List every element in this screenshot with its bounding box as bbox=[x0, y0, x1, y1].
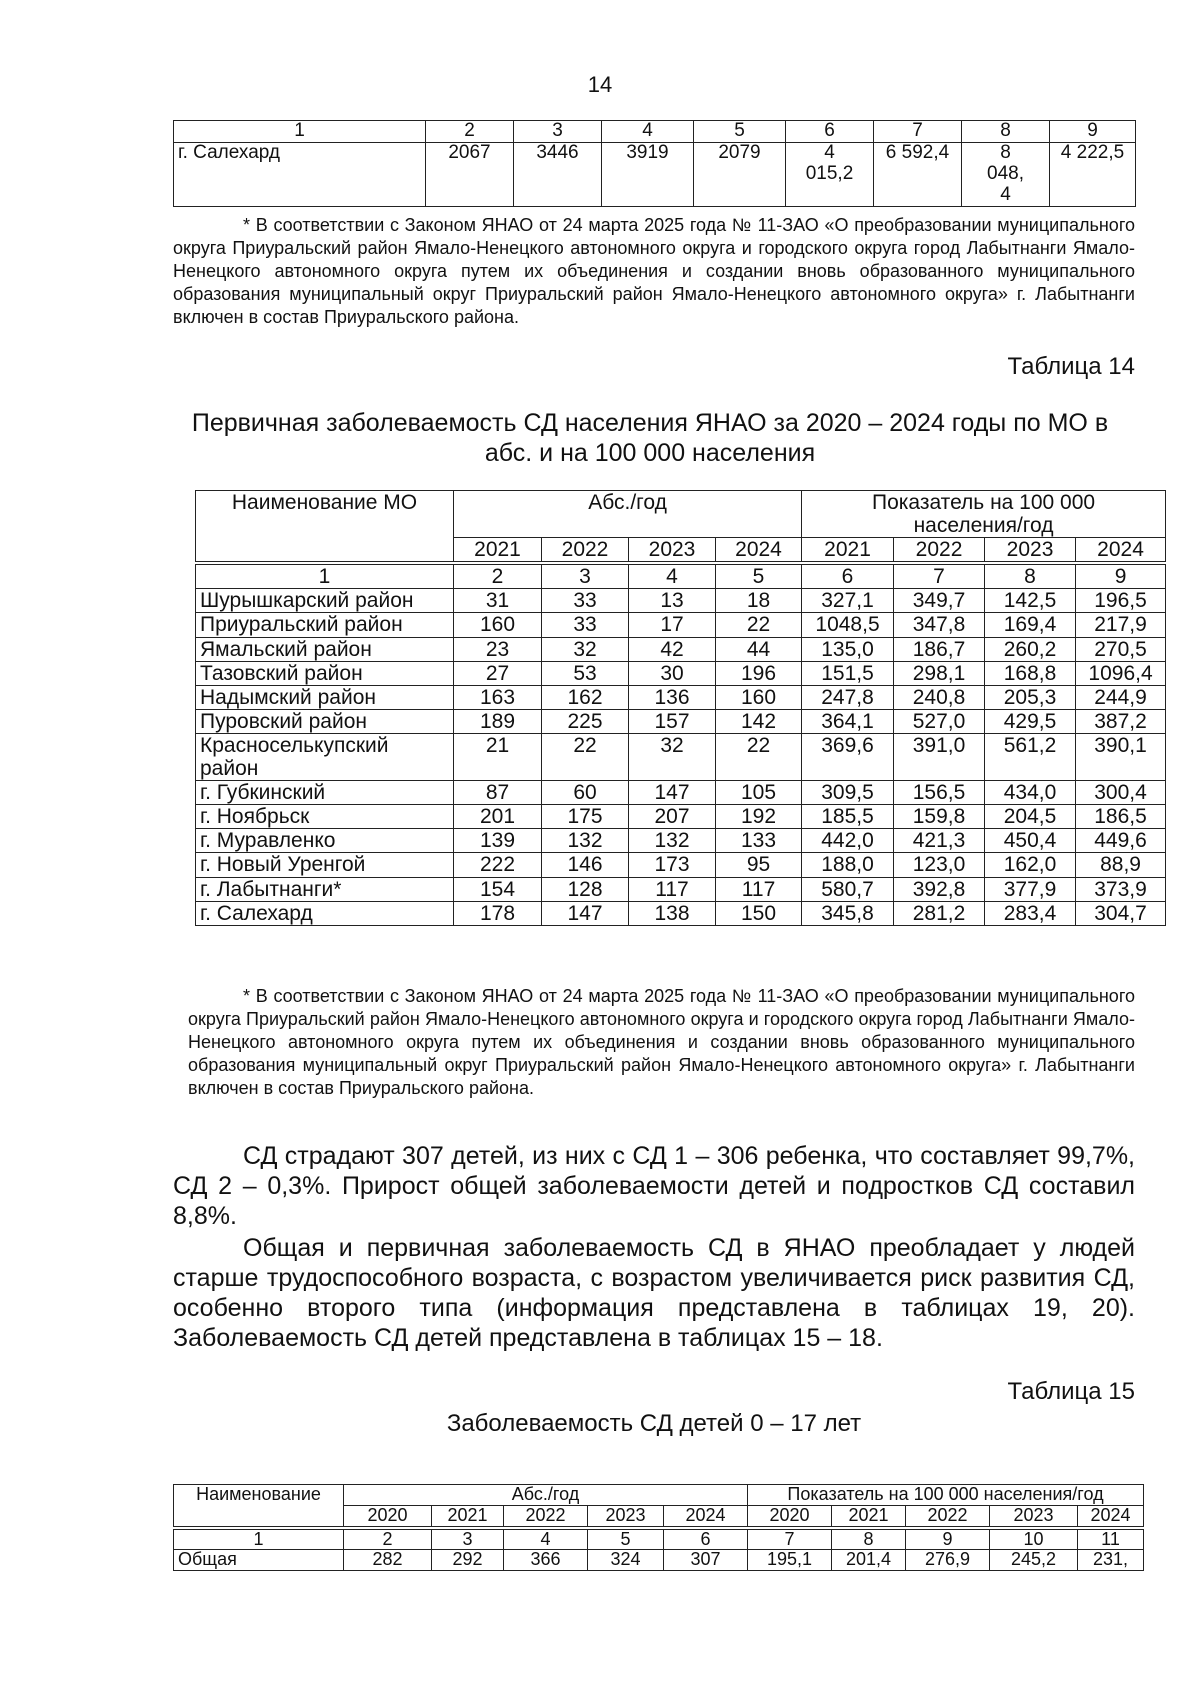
table-cell: 1 bbox=[196, 563, 454, 589]
top-table-header-row bbox=[174, 121, 1136, 143]
row-name-cell: Красноселькупский район bbox=[196, 733, 454, 780]
table-cell: 345,8 bbox=[802, 901, 894, 925]
table-cell: 156,5 bbox=[894, 781, 985, 805]
year-cell: 2021 bbox=[454, 538, 542, 564]
table-cell: 151,5 bbox=[802, 661, 894, 685]
table-14 bbox=[195, 490, 1166, 926]
year-cell: 2024 bbox=[664, 1505, 748, 1527]
year-cell: 2023 bbox=[588, 1505, 664, 1527]
table-cell: 88,9 bbox=[1076, 853, 1166, 877]
table-cell: 1 bbox=[174, 1528, 344, 1550]
table-cell: 222 bbox=[454, 853, 542, 877]
table-cell: 189 bbox=[454, 709, 542, 733]
table-cell: 157 bbox=[629, 709, 716, 733]
table-cell: 434,0 bbox=[985, 781, 1076, 805]
table-cell: 117 bbox=[629, 877, 716, 901]
table-cell: 162 bbox=[542, 685, 629, 709]
table-row bbox=[196, 901, 1166, 925]
top-table bbox=[173, 120, 1136, 207]
table-header-row bbox=[174, 1485, 1144, 1506]
table-cell: Общая bbox=[174, 1550, 344, 1571]
table-cell: 244,9 bbox=[1076, 685, 1166, 709]
table-cell: 173 bbox=[629, 853, 716, 877]
row-name-cell: г. Губкинский bbox=[196, 781, 454, 805]
row-name-cell: г. Лабытнанги* bbox=[196, 877, 454, 901]
table-cell: 147 bbox=[542, 901, 629, 925]
table-cell: 245,2 bbox=[990, 1550, 1078, 1571]
year-cell: 2020 bbox=[344, 1505, 432, 1527]
row-name-cell: г. Муравленко bbox=[196, 829, 454, 853]
table-cell: 186,7 bbox=[894, 637, 985, 661]
table-cell: 32 bbox=[542, 637, 629, 661]
column-header-abs: Абс./год bbox=[344, 1485, 748, 1506]
table-cell: 186,5 bbox=[1076, 805, 1166, 829]
table-cell: 150 bbox=[716, 901, 802, 925]
year-cell: 2023 bbox=[985, 538, 1076, 564]
table-cell: 4 bbox=[602, 121, 694, 143]
table-cell: 32 bbox=[629, 733, 716, 780]
table-cell: 33 bbox=[542, 589, 629, 613]
table-cell: 3919 bbox=[602, 142, 694, 206]
table-cell: 4 222,5 bbox=[1050, 142, 1136, 206]
table-cell: 132 bbox=[542, 829, 629, 853]
table-cell: 3 bbox=[432, 1528, 504, 1550]
table-row bbox=[196, 613, 1166, 637]
table-cell: 201,4 bbox=[832, 1550, 906, 1571]
paragraph-1: СД страдают 307 детей, из них с СД 1 – 306 ребенка, что составляет 99,7%, СД 2 – 0,3%. Прирост общей заболеваемости детей и подростков СД составил 8,8%. bbox=[173, 1142, 1135, 1230]
table-cell: 349,7 bbox=[894, 589, 985, 613]
year-cell: 2024 bbox=[1076, 538, 1166, 564]
row-name-cell: Тазовский район bbox=[196, 661, 454, 685]
table-row bbox=[196, 589, 1166, 613]
table-cell: 8 bbox=[962, 121, 1050, 143]
table-cell: 178 bbox=[454, 901, 542, 925]
table-cell: 391,0 bbox=[894, 733, 985, 780]
table-cell: 7 bbox=[874, 121, 962, 143]
table-row bbox=[196, 709, 1166, 733]
table-cell: 133 bbox=[716, 829, 802, 853]
table-cell: 1096,4 bbox=[1076, 661, 1166, 685]
table-cell: 60 bbox=[542, 781, 629, 805]
row-name-cell: г. Ноябрьск bbox=[196, 805, 454, 829]
table-cell: 450,4 bbox=[985, 829, 1076, 853]
table-cell: 8 048, 4 bbox=[962, 142, 1050, 206]
table-cell: 117 bbox=[716, 877, 802, 901]
table-cell: 142 bbox=[716, 709, 802, 733]
table-cell: 369,6 bbox=[802, 733, 894, 780]
table-cell: 192 bbox=[716, 805, 802, 829]
table-cell: 3 bbox=[514, 121, 602, 143]
year-cell: 2023 bbox=[990, 1505, 1078, 1527]
year-cell: 2024 bbox=[716, 538, 802, 564]
table-cell: 139 bbox=[454, 829, 542, 853]
table-cell: 207 bbox=[629, 805, 716, 829]
table-cell: 300,4 bbox=[1076, 781, 1166, 805]
table-cell: 377,9 bbox=[985, 877, 1076, 901]
table-cell: 205,3 bbox=[985, 685, 1076, 709]
table-cell: 4 015,2 bbox=[786, 142, 874, 206]
column-header-name: Наименование bbox=[174, 1485, 344, 1528]
table-cell: 307 bbox=[664, 1550, 748, 1571]
row-name-cell: Приуральский район bbox=[196, 613, 454, 637]
table-15-label: Таблица 15 bbox=[1007, 1378, 1135, 1405]
table-row bbox=[196, 853, 1166, 877]
year-cell: 2022 bbox=[542, 538, 629, 564]
table-cell: 421,3 bbox=[894, 829, 985, 853]
column-header-name: Наименование МО bbox=[196, 491, 454, 564]
table-cell: 561,2 bbox=[985, 733, 1076, 780]
table-cell: 8 bbox=[832, 1528, 906, 1550]
table-cell: 324 bbox=[588, 1550, 664, 1571]
table-cell: 327,1 bbox=[802, 589, 894, 613]
table-15 bbox=[173, 1484, 1144, 1571]
table-cell: 53 bbox=[542, 661, 629, 685]
table-cell: 31 bbox=[454, 589, 542, 613]
table-cell: 160 bbox=[454, 613, 542, 637]
table-cell: 22 bbox=[542, 733, 629, 780]
year-cell: 2020 bbox=[748, 1505, 832, 1527]
table-cell: 162,0 bbox=[985, 853, 1076, 877]
table-cell: 347,8 bbox=[894, 613, 985, 637]
year-cell: 2022 bbox=[894, 538, 985, 564]
table-cell: 5 bbox=[588, 1528, 664, 1550]
year-cell: 2022 bbox=[906, 1505, 990, 1527]
table-cell: 1048,5 bbox=[802, 613, 894, 637]
table-row bbox=[196, 685, 1166, 709]
table-cell: 185,5 bbox=[802, 805, 894, 829]
table-cell: 2067 bbox=[426, 142, 514, 206]
table-cell: 217,9 bbox=[1076, 613, 1166, 637]
table-cell: 44 bbox=[716, 637, 802, 661]
year-cell: 2021 bbox=[432, 1505, 504, 1527]
table-cell: 168,8 bbox=[985, 661, 1076, 685]
table-cell: 21 bbox=[454, 733, 542, 780]
table-row bbox=[196, 829, 1166, 853]
table-cell: 10 bbox=[990, 1528, 1078, 1550]
table-14-label: Таблица 14 bbox=[1007, 353, 1135, 380]
table-cell: 146 bbox=[542, 853, 629, 877]
column-number-row bbox=[174, 1528, 1144, 1550]
table-cell: 138 bbox=[629, 901, 716, 925]
table-cell: 8 bbox=[985, 563, 1076, 589]
table-cell: 23 bbox=[454, 637, 542, 661]
table-row bbox=[174, 1550, 1144, 1571]
table-cell: 231, bbox=[1078, 1550, 1144, 1571]
table-row bbox=[196, 877, 1166, 901]
table-cell: 95 bbox=[716, 853, 802, 877]
table-cell: 22 bbox=[716, 733, 802, 780]
year-cell: 2021 bbox=[802, 538, 894, 564]
table-cell: 11 bbox=[1078, 1528, 1144, 1550]
table-cell: 154 bbox=[454, 877, 542, 901]
table-cell: 276,9 bbox=[906, 1550, 990, 1571]
table-cell: г. Салехард bbox=[174, 142, 426, 206]
table-row bbox=[174, 142, 1136, 206]
table-cell: 87 bbox=[454, 781, 542, 805]
table-cell: 387,2 bbox=[1076, 709, 1166, 733]
row-name-cell: Шурышкарский район bbox=[196, 589, 454, 613]
table-cell: 429,5 bbox=[985, 709, 1076, 733]
row-name-cell: г. Новый Уренгой bbox=[196, 853, 454, 877]
table-row bbox=[196, 661, 1166, 685]
table-cell: 18 bbox=[716, 589, 802, 613]
table-cell: 30 bbox=[629, 661, 716, 685]
table-cell: 6 bbox=[802, 563, 894, 589]
table-cell: 147 bbox=[629, 781, 716, 805]
table-cell: 3446 bbox=[514, 142, 602, 206]
table-cell: 281,2 bbox=[894, 901, 985, 925]
table-cell: 9 bbox=[1050, 121, 1136, 143]
table-row bbox=[196, 805, 1166, 829]
table-cell: 364,1 bbox=[802, 709, 894, 733]
table-cell: 196,5 bbox=[1076, 589, 1166, 613]
table-cell: 42 bbox=[629, 637, 716, 661]
table-cell: 2 bbox=[454, 563, 542, 589]
table-cell: 27 bbox=[454, 661, 542, 685]
table-cell: 5 bbox=[716, 563, 802, 589]
table-cell: 195,1 bbox=[748, 1550, 832, 1571]
table-row bbox=[196, 781, 1166, 805]
table-cell: 5 bbox=[694, 121, 786, 143]
table-row bbox=[196, 733, 1166, 780]
table-cell: 449,6 bbox=[1076, 829, 1166, 853]
year-cell: 2024 bbox=[1078, 1505, 1144, 1527]
table-cell: 33 bbox=[542, 613, 629, 637]
table-cell: 442,0 bbox=[802, 829, 894, 853]
table-cell: 135,0 bbox=[802, 637, 894, 661]
table-cell: 9 bbox=[1076, 563, 1166, 589]
table-cell: 4 bbox=[629, 563, 716, 589]
table-cell: 201 bbox=[454, 805, 542, 829]
table-cell: 2 bbox=[344, 1528, 432, 1550]
table-cell: 163 bbox=[454, 685, 542, 709]
table-cell: 366 bbox=[504, 1550, 588, 1571]
row-name-cell: Пуровский район bbox=[196, 709, 454, 733]
table-cell: 175 bbox=[542, 805, 629, 829]
table-row bbox=[196, 637, 1166, 661]
table-cell: 22 bbox=[716, 613, 802, 637]
table-cell: 9 bbox=[906, 1528, 990, 1550]
table-cell: 392,8 bbox=[894, 877, 985, 901]
table-cell: 160 bbox=[716, 685, 802, 709]
table-cell: 283,4 bbox=[985, 901, 1076, 925]
column-header-rate: Показатель на 100 000 населения/год bbox=[802, 491, 1166, 538]
table-cell: 132 bbox=[629, 829, 716, 853]
row-name-cell: Ямальский район bbox=[196, 637, 454, 661]
table-14-title: Первичная заболеваемость СД населения ЯНАО за 2020 – 2024 годы по МО в абс. и на 100 000 населения bbox=[191, 409, 1109, 467]
table-cell: 7 bbox=[894, 563, 985, 589]
table-cell: 270,5 bbox=[1076, 637, 1166, 661]
table-cell: 3 bbox=[542, 563, 629, 589]
table-cell: 6 592,4 bbox=[874, 142, 962, 206]
table-cell: 17 bbox=[629, 613, 716, 637]
table-cell: 6 bbox=[786, 121, 874, 143]
table-cell: 4 bbox=[504, 1528, 588, 1550]
table-cell: 1 bbox=[174, 121, 426, 143]
row-name-cell: г. Салехард bbox=[196, 901, 454, 925]
year-cell: 2023 bbox=[629, 538, 716, 564]
year-cell: 2021 bbox=[832, 1505, 906, 1527]
table-cell: 240,8 bbox=[894, 685, 985, 709]
table-cell: 527,0 bbox=[894, 709, 985, 733]
footnote: * В соответствии с Законом ЯНАО от 24 марта 2025 года № 11-ЗАО «О преобразовании муниципального округа Приуральский район Ямало-Ненецкого автономного округа и городского округа город Лабытнанги Ямало-Ненецкого автономного округа путем их объединения и создании вновь образованного муниципального образования муниципальный округ Приуральский район Ямало-Ненецкого автономного округа» г. Лабытнанги включен в состав Приуральского района. bbox=[173, 215, 1135, 327]
table-cell: 123,0 bbox=[894, 853, 985, 877]
table-15-title: Заболеваемость СД детей 0 – 17 лет bbox=[446, 1410, 862, 1437]
row-name-cell: Надымский район bbox=[196, 685, 454, 709]
paragraph-2: Общая и первичная заболеваемость СД в ЯНАО преобладает у людей старше трудоспособного возраста, с возрастом увеличивается риск развития СД, особенно второго типа (информация представлена в таблицах 19, 20). Заболеваемость СД детей представлена в таблицах 15 – 18. bbox=[173, 1234, 1135, 1352]
table-cell: 247,8 bbox=[802, 685, 894, 709]
table-cell: 169,4 bbox=[985, 613, 1076, 637]
table-cell: 188,0 bbox=[802, 853, 894, 877]
table-cell: 580,7 bbox=[802, 877, 894, 901]
table-cell: 105 bbox=[716, 781, 802, 805]
table-cell: 260,2 bbox=[985, 637, 1076, 661]
table-header-row bbox=[196, 491, 1166, 538]
table-cell: 7 bbox=[748, 1528, 832, 1550]
table-cell: 196 bbox=[716, 661, 802, 685]
table-cell: 2 bbox=[426, 121, 514, 143]
page-number: 14 bbox=[587, 72, 613, 97]
table-cell: 6 bbox=[664, 1528, 748, 1550]
table-cell: 204,5 bbox=[985, 805, 1076, 829]
column-header-rate: Показатель на 100 000 населения/год bbox=[748, 1485, 1144, 1506]
table-cell: 225 bbox=[542, 709, 629, 733]
footnote-2: * В соответствии с Законом ЯНАО от 24 марта 2025 года № 11-ЗАО «О преобразовании муниципального округа Приуральский район Ямало-Ненецкого автономного округа и городского округа город Лабытнанги Ямало-Ненецкого автономного округа путем их объединения и создании вновь образованного муниципального образования муниципальный округ Приуральский район Ямало-Ненецкого автономного округа» г. Лабытнанги включен в состав Приуральского района. bbox=[188, 986, 1135, 1098]
table-cell: 298,1 bbox=[894, 661, 985, 685]
table-cell: 13 bbox=[629, 589, 716, 613]
table-cell: 282 bbox=[344, 1550, 432, 1571]
table-cell: 373,9 bbox=[1076, 877, 1166, 901]
table-cell: 136 bbox=[629, 685, 716, 709]
table-cell: 304,7 bbox=[1076, 901, 1166, 925]
table-cell: 128 bbox=[542, 877, 629, 901]
column-number-row bbox=[196, 563, 1166, 589]
table-cell: 309,5 bbox=[802, 781, 894, 805]
table-cell: 159,8 bbox=[894, 805, 985, 829]
table-cell: 292 bbox=[432, 1550, 504, 1571]
table-cell: 390,1 bbox=[1076, 733, 1166, 780]
column-header-abs: Абс./год bbox=[454, 491, 802, 538]
table-cell: 2079 bbox=[694, 142, 786, 206]
year-cell: 2022 bbox=[504, 1505, 588, 1527]
table-cell: 142,5 bbox=[985, 589, 1076, 613]
